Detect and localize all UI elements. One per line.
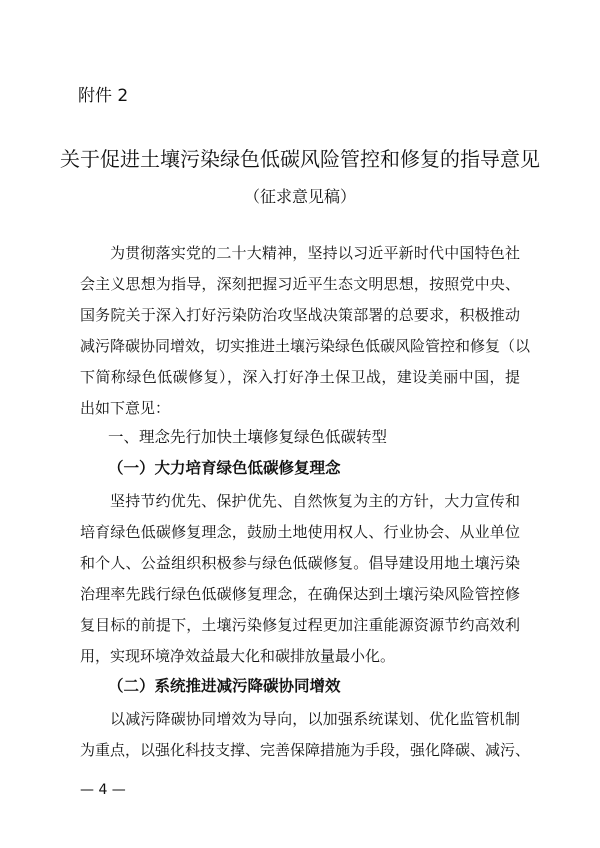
- document-title: 关于促进土壤污染绿色低碳风险管控和修复的指导意见: [60, 147, 540, 171]
- document-subtitle: （征求意见稿）: [243, 187, 356, 206]
- paragraph-line: 治理率先践行绿色低碳修复理念，在确保达到土壤污染风险管控修: [80, 585, 520, 603]
- paragraph-line: 以减污降碳协同增效为导向，以加强系统谋划、优化监管机制: [110, 710, 520, 728]
- subsection-heading-1: （一）大力培育绿色低碳修复理念: [108, 458, 341, 477]
- paragraph-line: 减污降碳协同增效，切实推进土壤污染绿色低碳风险管控和修复（以: [80, 337, 531, 355]
- paragraph-line: 用，实现环境净效益最大化和碳排放量最小化。: [80, 647, 396, 665]
- subsection-heading-2: （二）系统推进减污降碳协同增效: [108, 676, 341, 695]
- paragraph-line: 为贯彻落实党的二十大精神，坚持以习近平新时代中国特色社: [110, 244, 520, 262]
- page-number: — 4 —: [80, 782, 126, 798]
- paragraph-line: 下简称绿色低碳修复），深入打好净土保卫战，建设美丽中国，提: [80, 368, 520, 386]
- paragraph-line: 培育绿色低碳修复理念，鼓励土地使用权人、行业协会、从业单位: [80, 523, 520, 541]
- paragraph-line: 为重点，以强化科技支撑、完善保障措施为手段，强化降碳、减污、: [80, 741, 531, 759]
- paragraph-line: 复目标的前提下，土壤污染修复过程更加注重能源资源节约高效利: [80, 616, 520, 634]
- attachment-label: 附件 2: [78, 86, 129, 106]
- paragraph-line: 坚持节约优先、保护优先、自然恢复为主的方针，大力宣传和: [110, 492, 520, 510]
- paragraph-line: 出如下意见：: [80, 399, 171, 417]
- paragraph-line: 和个人、公益组织积极参与绿色低碳修复。倡导建设用地土壤污染: [80, 554, 520, 572]
- paragraph-line: 国务院关于深入打好污染防治攻坚战决策部署的总要求，积极推动: [80, 306, 520, 324]
- section-heading-1: 一、理念先行加快土壤修复绿色低碳转型: [108, 428, 388, 446]
- paragraph-line: 会主义思想为指导，深刻把握习近平生态文明思想，按照党中央、: [80, 275, 520, 293]
